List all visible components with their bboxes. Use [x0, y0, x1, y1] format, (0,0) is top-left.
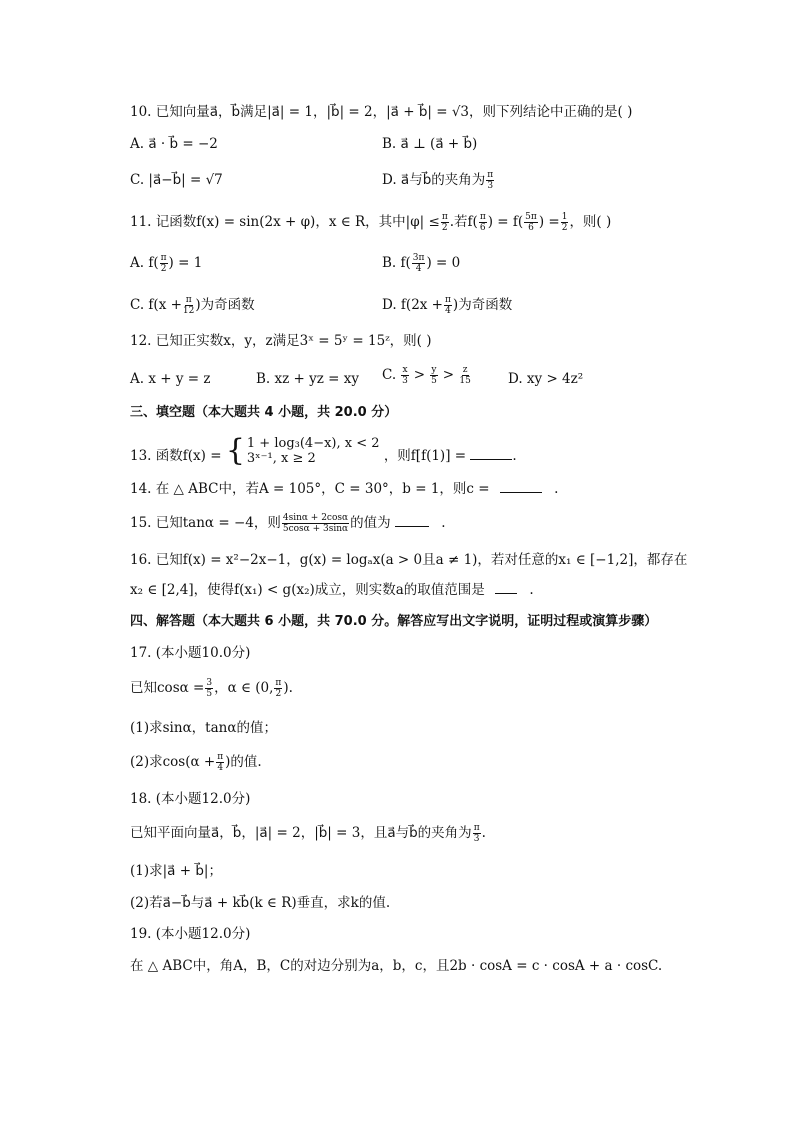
piecewise-function: { 1 + log₃(4−x), x < 2 3ˣ⁻¹, x ≥ 2	[225, 433, 380, 468]
q15-stem: 15. 已知tanα = −4，则 $\frac{4\sin\alpha + 2\cos\alpha}{5\cos\alpha + 3\sin\alpha}$ 的值为 .	[130, 513, 446, 534]
fraction: $\frac{\pi}{6}$	[479, 212, 486, 233]
answer-blank	[395, 512, 429, 527]
q12-option-c: C. $\frac{x}{3}$ > $\frac{y}{5}$ > $\frac{z}{15}$	[382, 365, 471, 386]
section-solution-heading: 四、解答题（本大题共 6 小题，共 70.0 分。解答应写出文字说明，证明过程或演算步骤）	[130, 614, 658, 629]
q18-part1: (1)求|a⃗ + b⃗|；	[130, 863, 222, 879]
fraction: $\frac{4\sin\alpha + 2\cos\alpha}{5\cos\alpha + 3\sin\alpha}$	[282, 513, 349, 534]
q11-option-c: C. f(x + $\frac{\pi}{12}$ )为奇函数	[130, 295, 255, 316]
q18-given: 已知平面向量a⃗，b⃗，|a⃗| = 2，|b⃗| = 3，且a⃗与b⃗的夹角为 $\frac{\pi}{3}$ .	[130, 823, 486, 844]
answer-blank	[470, 445, 512, 460]
fraction: $\frac{\pi}{2}$	[441, 212, 448, 233]
fraction: $\frac{3}{5}$	[206, 678, 213, 699]
q19-heading: 19. (本小题12.0分)	[130, 926, 251, 942]
q12-option-d: D. xy > 4z²	[508, 371, 584, 387]
q14-stem: 14. 在 △ ABC中，若A = 105°，C = 30°，b = 1，则c = .	[130, 478, 558, 499]
q12-option-a: A. x + y = z	[130, 371, 211, 387]
q12-stem: 12. 已知正实数x，y，z满足3ˣ = 5ʸ = 15ᶻ，则( )	[130, 333, 432, 349]
section-fill-in-heading: 三、填空题（本大题共 4 小题，共 20.0 分）	[130, 405, 398, 420]
fraction: $\frac{3\pi}{4}$	[412, 253, 425, 274]
q19-given: 在 △ ABC中，角A，B，C的对边分别为a，b，c，且2b · cosA = c · cosA + a · cosC.	[130, 958, 663, 974]
q16-stem-line2: x₂ ∈ [2,4]，使得f(x₁) < g(x₂)成立，则实数a的取值范围是 .	[130, 579, 534, 600]
q12-option-b: B. xz + yz = xy	[256, 371, 359, 387]
answer-blank	[500, 478, 542, 493]
q16-stem-line1: 16. 已知f(x) = x²−2x−1，g(x) = logₐx(a > 0且a ≠ 1)，若对任意的x₁ ∈ [−1,2]，都存在	[130, 552, 688, 568]
fraction: $\frac{\pi}{2}$	[160, 253, 167, 274]
fraction: $\frac{\pi}{4}$	[445, 295, 451, 316]
q17-part2: (2)求cos(α + $\frac{\pi}{4}$ )的值.	[130, 752, 262, 773]
q10-stem: 10. 已知向量a⃗，b⃗满足|a⃗| = 1，|b⃗| = 2，|a⃗ + b⃗| = √3，则下列结论中正确的是( )	[130, 104, 633, 120]
q17-part1: (1)求sinα，tanα的值；	[130, 720, 277, 736]
fraction: $\frac{\pi}{3}$	[473, 823, 480, 844]
fraction: $\frac{y}{5}$	[431, 365, 437, 386]
q11-option-a: A. f( $\frac{\pi}{2}$ ) = 1	[130, 253, 203, 274]
fraction: $\frac{\pi}{3}$	[487, 170, 494, 191]
fraction: $\frac{\pi}{2}$	[275, 678, 282, 699]
q18-part2: (2)若a⃗−b⃗与a⃗ + kb⃗(k ∈ R)垂直，求k的值.	[130, 895, 391, 911]
answer-blank	[495, 579, 517, 594]
q11-option-d: D. f(2x + $\frac{\pi}{4}$ )为奇函数	[382, 295, 513, 316]
q10-option-a: A. a⃗ · b⃗ = −2	[130, 136, 218, 152]
fraction: $\frac{\pi}{4}$	[217, 752, 224, 773]
q10-option-d	[382, 170, 495, 191]
q10-option-c: C. |a⃗−b⃗| = √7	[130, 172, 223, 188]
fraction: $\frac{1}{2}$	[561, 212, 568, 233]
q17-given: 已知cosα = $\frac{3}{5}$ ，α ∈ (0, $\frac{\pi}{2}$ ).	[130, 678, 293, 699]
fraction: $\frac{z}{15}$	[459, 365, 471, 386]
fraction: $\frac{5\pi}{6}$	[525, 212, 537, 233]
fraction: $\frac{x}{3}$	[402, 365, 408, 386]
q11-stem: 11. 记函数f(x) = sin(2x + φ)，x ∈ R，其中|φ| ≤ $\frac{\pi}{2}$ .若f( $\frac{\pi}{6}$ ) = f( $\frac{5\pi}{6}$ ) = $\frac{1}{2}$ ，则( )	[130, 212, 612, 233]
q13-stem: 13. 函数f(x) = { 1 + log₃(4−x), x < 2 3ˣ⁻¹, x ≥ 2 ，则f[f(1)] = .	[130, 433, 517, 468]
q17-heading: 17. (本小题10.0分)	[130, 645, 251, 661]
q18-heading: 18. (本小题12.0分)	[130, 791, 251, 807]
fraction: $\frac{\pi}{12}$	[182, 295, 195, 316]
q10-option-b: B. a⃗ ⊥ (a⃗ + b⃗)	[382, 136, 478, 152]
q11-option-b: B. f( $\frac{3\pi}{4}$ ) = 0	[382, 253, 461, 274]
q10-option-d-text: D. a⃗与b⃗的夹角为	[382, 172, 486, 188]
